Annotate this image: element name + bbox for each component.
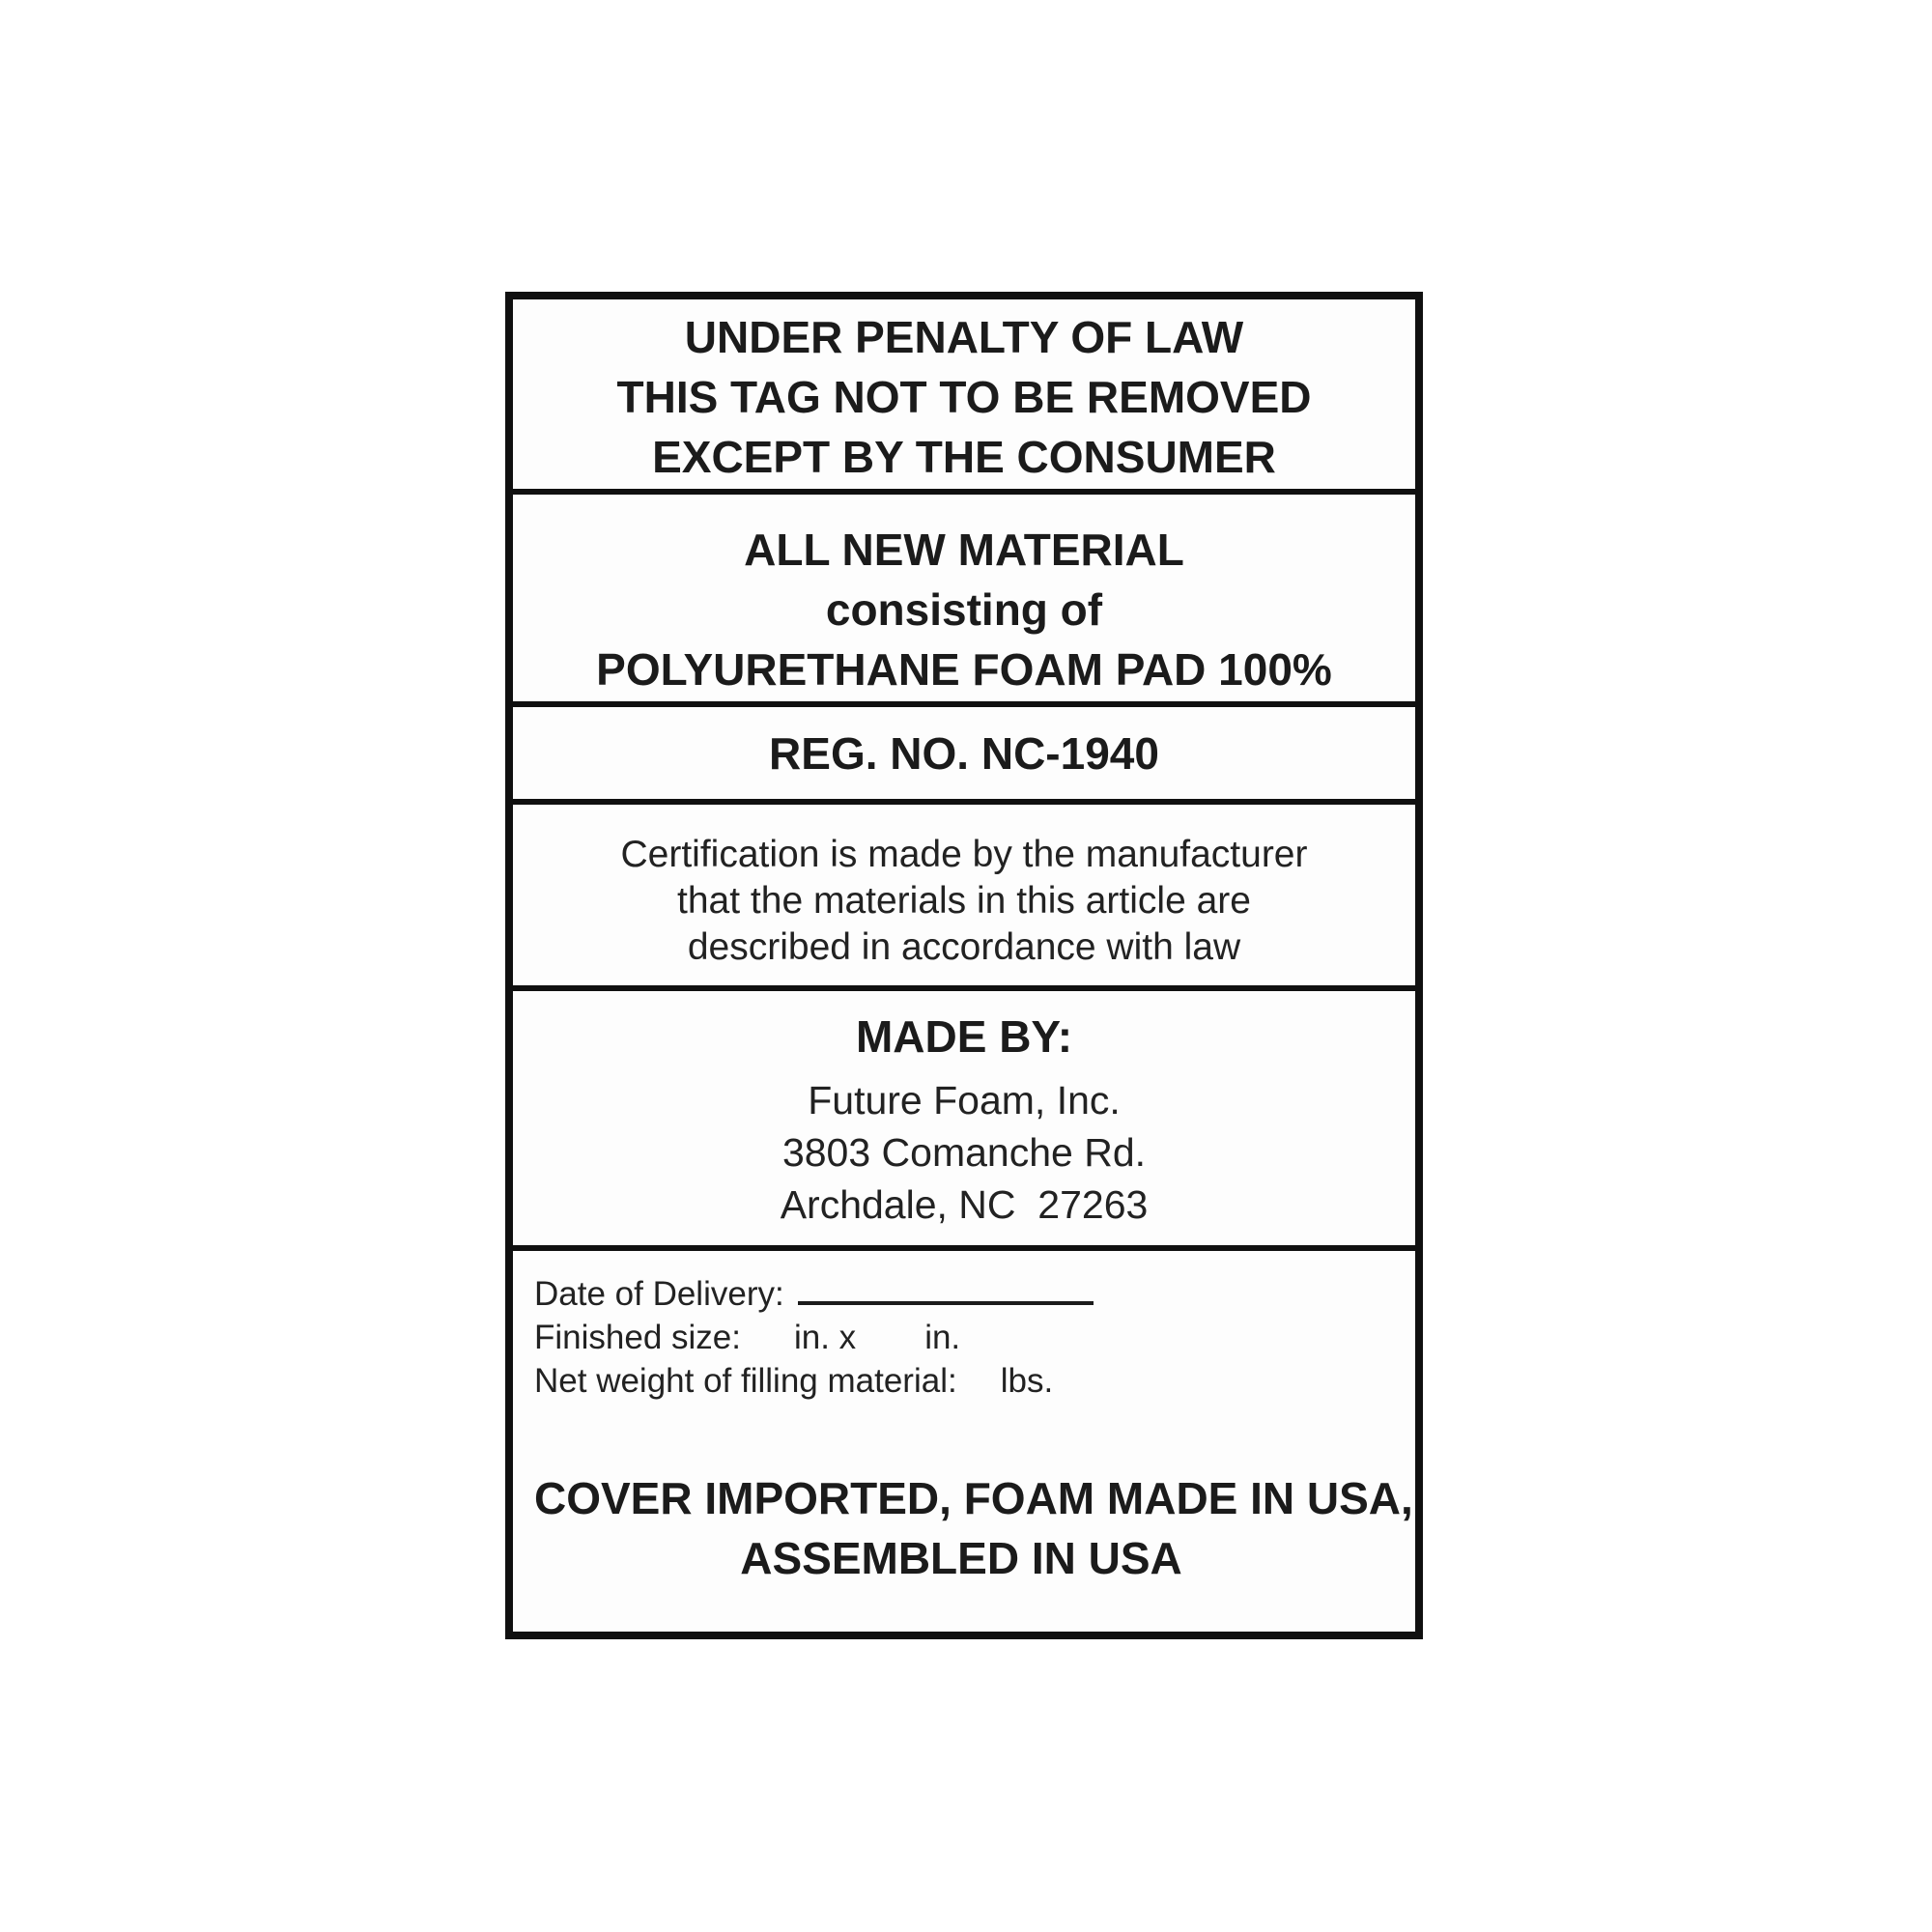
penalty-line-2: THIS TAG NOT TO BE REMOVED bbox=[616, 372, 1312, 422]
details-section bbox=[513, 1251, 1415, 1632]
origin-statement-line-2: ASSEMBLED IN USA bbox=[740, 1533, 1182, 1583]
date-of-delivery-row bbox=[534, 1272, 1388, 1316]
penalty-line-1: UNDER PENALTY OF LAW bbox=[684, 312, 1244, 362]
manufacturer-street: 3803 Comanche Rd. bbox=[781, 1130, 1147, 1175]
finished-size-row bbox=[534, 1316, 1388, 1359]
penalty-line-3: EXCEPT BY THE CONSUMER bbox=[652, 432, 1276, 482]
certification-line-3: described in accordance with law bbox=[687, 926, 1241, 968]
date-of-delivery-label: Date of Delivery: bbox=[534, 1275, 784, 1313]
finished-size-units-2: in. bbox=[924, 1319, 961, 1356]
penalty-section bbox=[513, 299, 1415, 495]
material-line-2: consisting of bbox=[825, 584, 1103, 635]
law-tag bbox=[505, 292, 1423, 1639]
certification-section bbox=[513, 805, 1415, 991]
material-line-1: ALL NEW MATERIAL bbox=[744, 525, 1184, 575]
manufacturer-city-state-zip: Archdale, NC 27263 bbox=[780, 1182, 1149, 1227]
net-weight-label: Net weight of filling material: bbox=[534, 1362, 957, 1400]
net-weight-unit: lbs. bbox=[1000, 1362, 1054, 1400]
certification-line-1: Certification is made by the manufacturer bbox=[620, 834, 1308, 875]
registration-number: REG. NO. NC-1940 bbox=[769, 727, 1159, 779]
made-by-section bbox=[513, 991, 1415, 1251]
material-line-3: POLYURETHANE FOAM PAD 100% bbox=[596, 644, 1332, 695]
date-of-delivery-blank-line bbox=[798, 1272, 1094, 1305]
made-by-heading: MADE BY: bbox=[855, 1011, 1073, 1062]
finished-size-units-1: in. x bbox=[793, 1319, 857, 1356]
finished-size-label: Finished size: bbox=[534, 1319, 741, 1356]
manufacturer-name: Future Foam, Inc. bbox=[808, 1078, 1121, 1122]
origin-statement bbox=[534, 1468, 1413, 1588]
registration-section bbox=[513, 707, 1415, 805]
certification-line-2: that the materials in this article are bbox=[677, 880, 1251, 922]
net-weight-row bbox=[534, 1359, 1388, 1403]
origin-statement-line-1: COVER IMPORTED, FOAM MADE IN USA, bbox=[534, 1473, 1413, 1523]
material-section bbox=[513, 495, 1415, 707]
